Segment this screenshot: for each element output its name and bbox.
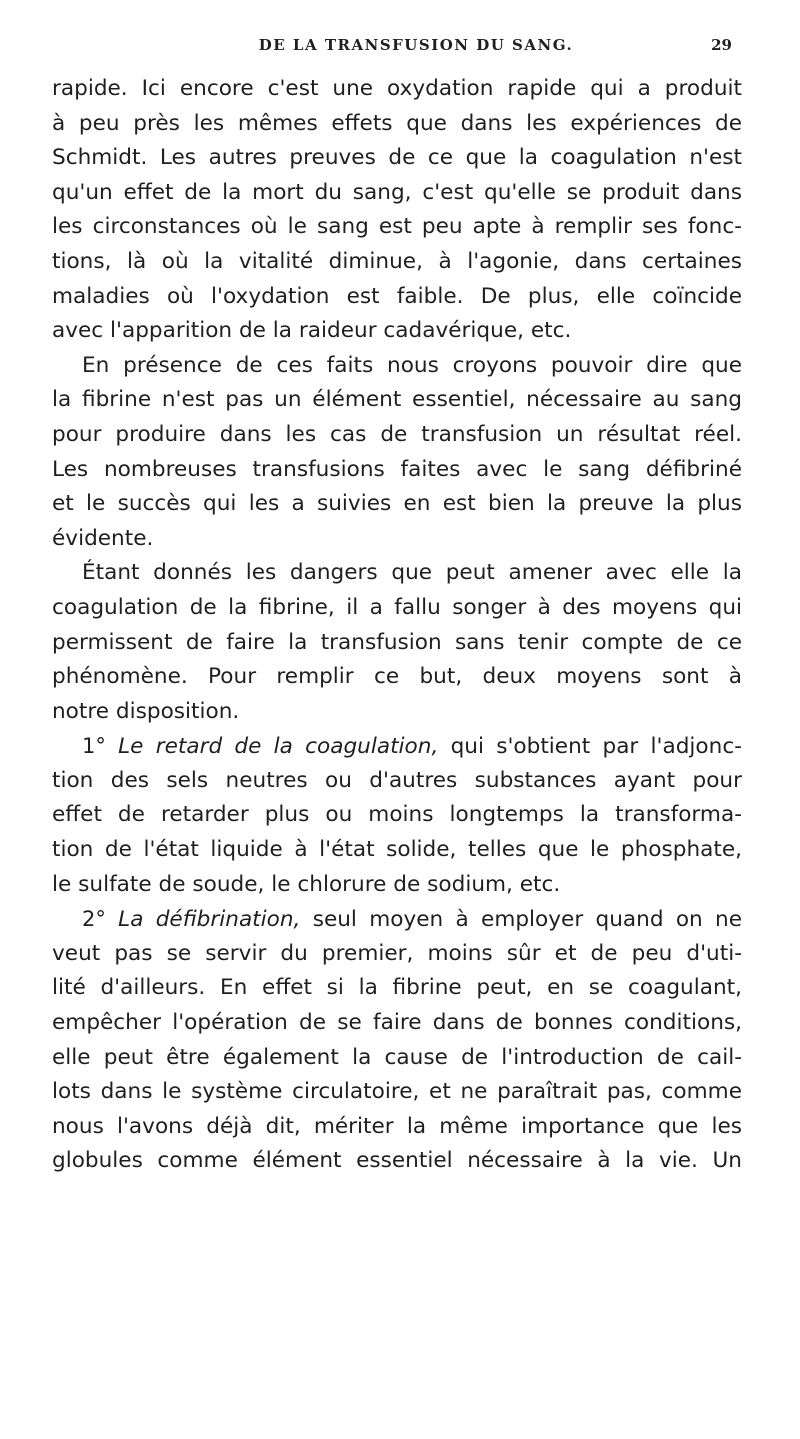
- text-line: tions, là où la vitalité diminue, à l'agonie, dans certaines: [52, 248, 742, 274]
- text-line: lité d'ailleurs. En effet si la fibrine peut, en se coagulant,: [52, 975, 742, 1001]
- text-line: tion de l'état liquide à l'état solide, telles que le phosphate,: [52, 837, 742, 863]
- text-line: évidente.: [52, 525, 154, 551]
- text-line: En présence de ces faits nous croyons pouvoir dire que: [82, 352, 742, 378]
- text-line: le sulfate de soude, le chlorure de sodium, etc.: [52, 871, 561, 897]
- body-text: [52, 72, 742, 1179]
- text-line: elle peut être également la cause de l'introduction de cail-: [52, 1044, 742, 1070]
- item-text: qui s'obtient par l'adjonc-: [450, 734, 742, 760]
- item-number: 2°: [82, 907, 106, 932]
- text-line: lots dans le système circulatoire, et ne paraîtrait pas, comme: [52, 1079, 742, 1105]
- text-line: Étant donnés les dangers que peut amener avec elle la: [82, 560, 742, 586]
- text-line: notre disposition.: [52, 698, 240, 724]
- text-line: avec l'apparition de la raideur cadavérique, etc.: [52, 318, 572, 344]
- list-item-2-first-line: [52, 902, 742, 937]
- text-line: veut pas se servir du premier, moins sûr et de peu d'uti-: [52, 940, 742, 966]
- text-line: la fibrine n'est pas un élément essentiel, nécessaire au sang: [52, 387, 742, 413]
- list-item-1-first-line: [52, 729, 742, 764]
- text-line: empêcher l'opération de se faire dans de bonnes conditions,: [52, 1010, 742, 1036]
- item-term: Le retard de la coagulation,: [118, 734, 439, 760]
- text-line: phénomène. Pour remplir ce but, deux moyens sont à: [52, 664, 742, 690]
- text-line: qu'un effet de la mort du sang, c'est qu'elle se produit dans: [52, 179, 742, 205]
- running-head: DE LA TRANSFUSION DU SANG.: [258, 36, 574, 54]
- item-number: 1°: [82, 734, 106, 759]
- item-term: La défibrination,: [118, 907, 301, 933]
- text-line: effet de retarder plus ou moins longtemps la transforma-: [52, 802, 742, 828]
- page-number: 29: [711, 36, 732, 54]
- text-line: Les nombreuses transfusions faites avec le sang défibriné: [52, 456, 742, 482]
- text-line: maladies où l'oxydation est faible. De plus, elle coïncide: [52, 283, 742, 309]
- item-text: seul moyen à employer quand on ne: [312, 907, 742, 933]
- page-header: [100, 36, 732, 60]
- text-line: rapide. Ici encore c'est une oxydation rapide qui a produit: [52, 76, 742, 101]
- text-line: pour produire dans les cas de transfusion un résultat réel.: [52, 421, 742, 447]
- text-line: et le succès qui les a suivies en est bien la preuve la plus: [52, 491, 742, 517]
- text-line: Schmidt. Les autres preuves de ce que la coagulation n'est: [52, 145, 742, 171]
- text-line: coagulation de la fibrine, il a fallu songer à des moyens qui: [52, 594, 742, 620]
- text-line: nous l'avons déjà dit, mériter la même importance que les: [52, 1113, 742, 1139]
- text-line: à peu près les mêmes effets que dans les expériences de: [52, 110, 742, 136]
- text-line: les circonstances où le sang est peu apte à remplir ses fonc-: [52, 214, 742, 240]
- text-line: globules comme élément essentiel nécessaire à la vie. Un: [52, 1148, 742, 1174]
- text-line: permissent de faire la transfusion sans tenir compte de ce: [52, 629, 742, 655]
- text-line: tion des sels neutres ou d'autres substances ayant pour: [52, 767, 742, 793]
